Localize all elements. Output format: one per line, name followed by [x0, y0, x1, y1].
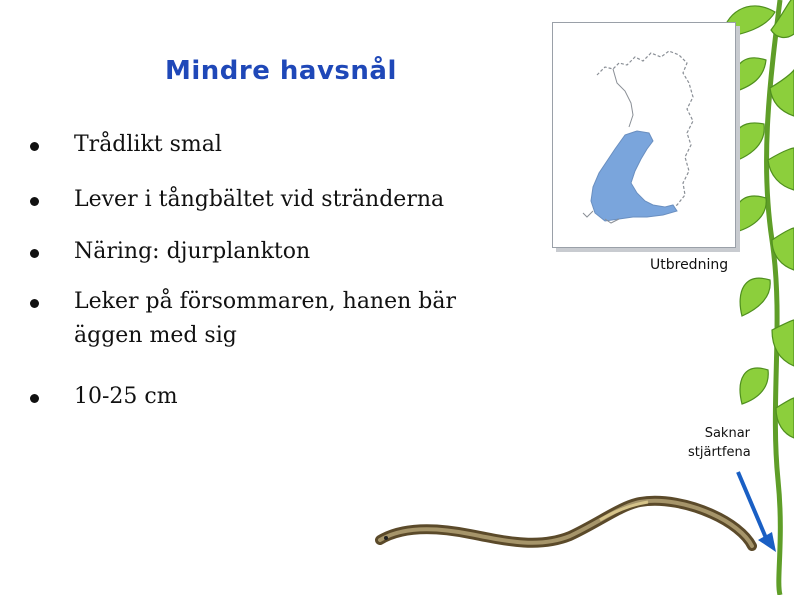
- bullet-text: Lever i tångbältet vid stränderna: [74, 187, 445, 212]
- annotation-label: Saknar stjärtfena: [688, 426, 751, 460]
- slide-title: Mindre havsnål: [165, 56, 397, 86]
- bullet-text: 10-25 cm: [74, 384, 178, 409]
- bullet-text: Trådlikt smal: [74, 132, 222, 157]
- bullet-text: Näring: djurplankton: [74, 239, 311, 264]
- bullet-text: Leker på försommaren, hanen bär äggen med sig: [74, 289, 457, 348]
- map-caption: Utbredning: [650, 257, 729, 273]
